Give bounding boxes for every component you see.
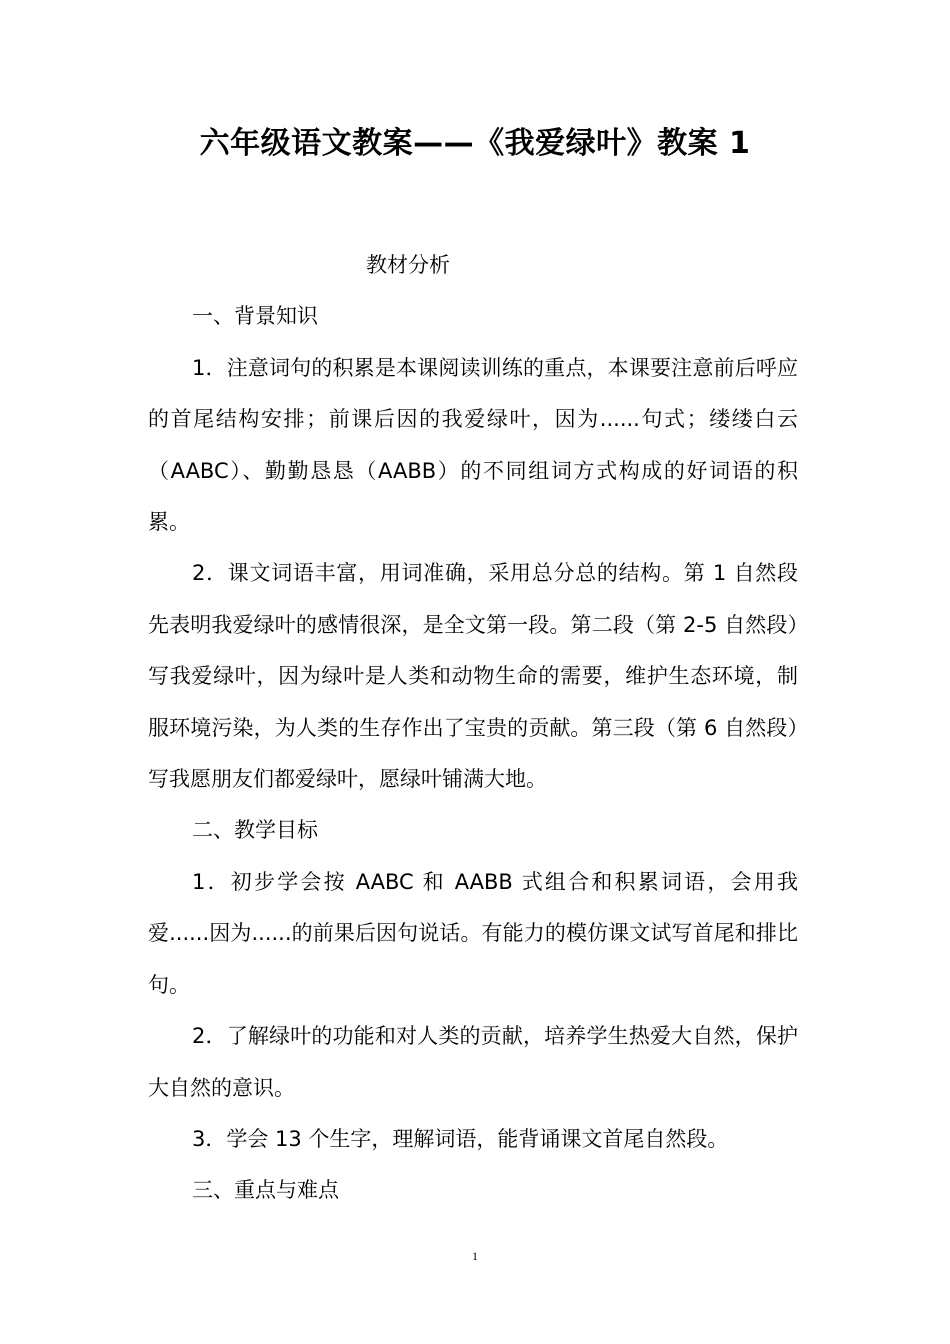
heading-background-knowledge: 一、背景知识 (192, 304, 318, 329)
document-title: 六年级语文教案——《我爱绿叶》教案 1 (199, 126, 751, 161)
document-body (148, 240, 798, 1217)
paragraph-2: 2．课文词语丰富，用词准确，采用总分总的结构。第 1 自然段先表明我爱绿叶的感情很深，是全文第一段。第二段（第 2-5 自然段）写我爱绿叶，因为绿叶是人类和动物生命的需要，维护生态环境，制服环境污染，为人类的生存作出了宝贵的贡献。第三段（第 6 自然段）写我愿朋友们都爱绿叶，愿绿叶铺满大地。 (148, 561, 798, 792)
heading-key-points: 三、重点与难点 (192, 1178, 339, 1203)
section-title: 教材分析 (366, 253, 450, 277)
paragraph-3: 1．初步学会按 AABC 和 AABB 式组合和积累词语，会用我爱......因为......的前果后因句说话。有能力的模仿课文试写首尾和排比句。 (148, 869, 798, 997)
page-number: 1 (472, 1249, 478, 1263)
paragraph-4: 2．了解绿叶的功能和对人类的贡献，培养学生热爱大自然，保护大自然的意识。 (148, 1024, 798, 1100)
heading-teaching-goals: 二、教学目标 (192, 818, 318, 843)
paragraph-5: 3．学会 13 个生字，理解词语，能背诵课文首尾自然段。 (192, 1126, 729, 1151)
paragraph-1: 1．注意词句的积累是本课阅读训练的重点，本课要注意前后呼应的首尾结构安排；前课后因的我爱绿叶，因为......句式；缕缕白云（AABC）、勤勤恳恳（AABB）的不同组词方式构成的好词语的积累。 (148, 355, 798, 535)
